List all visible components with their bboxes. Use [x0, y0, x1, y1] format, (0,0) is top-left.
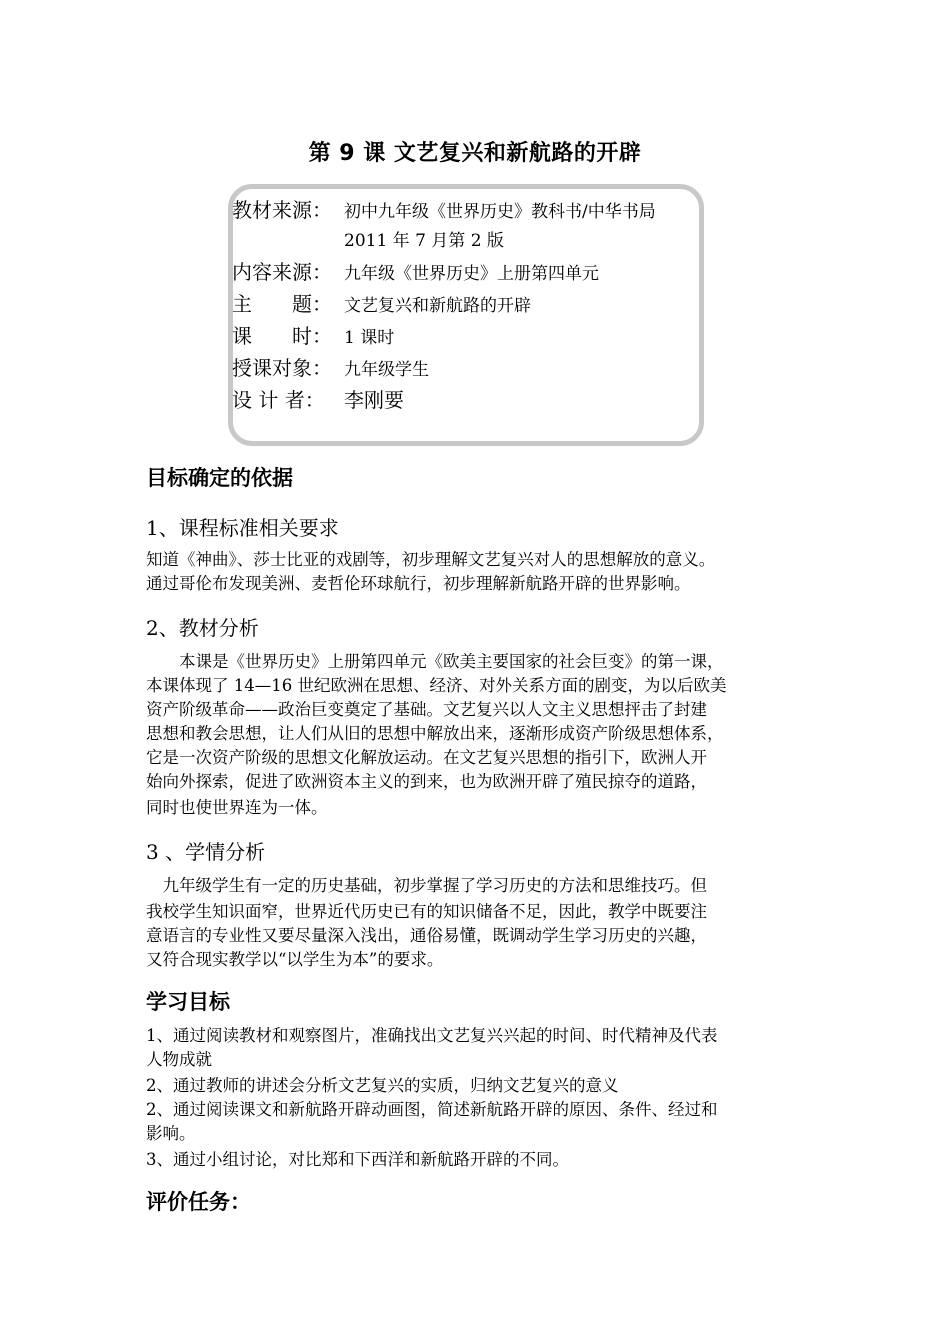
- objective-line: 人物成就: [146, 1050, 212, 1069]
- paragraph-line: 资产阶级革命——政治巨变奠定了基础。文艺复兴以人文主义思想抨击了封建: [146, 700, 707, 719]
- subheading-textbook-analysis: 2、教材分析: [146, 616, 259, 640]
- paragraph-line: 九年级学生有一定的历史基础，初步掌握了学习历史的方法和思维技巧。但: [146, 876, 707, 895]
- info-row-audience: [232, 354, 429, 382]
- info-value: 1 课时: [344, 328, 395, 348]
- subheading-curriculum-standard: 1、课程标准相关要求: [146, 516, 339, 540]
- info-value: 2011 年 7 月第 2 版: [344, 231, 504, 251]
- page-title: 第 9 课 文艺复兴和新航路的开辟: [308, 141, 642, 166]
- objective-line: 3、通过小组讨论，对比郑和下西洋和新航路开辟的不同。: [146, 1150, 569, 1169]
- info-row-designer: [232, 386, 404, 414]
- paragraph-line: 意语言的专业性又要尽量深入浅出，通俗易懂，既调动学生学习历史的兴趣，: [146, 926, 707, 945]
- paragraph-line: 思想和教会思想，让人们从旧的思想中解放出来，逐渐形成资产阶级思想体系，: [146, 724, 724, 743]
- objective-line: 2、通过阅读课文和新航路开辟动画图，简述新航路开辟的原因、条件、经过和: [146, 1100, 718, 1119]
- paragraph-line: 又符合现实教学以“以学生为本”的要求。: [146, 950, 444, 969]
- objective-line: 影响。: [146, 1124, 196, 1143]
- subheading-learner-analysis: 3 、学情分析: [146, 840, 266, 864]
- info-row-textbook-source: [232, 196, 656, 224]
- info-value: 九年级学生: [344, 360, 429, 380]
- info-value: 九年级《世界历史》上册第四单元: [344, 264, 599, 284]
- paragraph-line: 知道《神曲》、莎士比亚的戏剧等，初步理解文艺复兴对人的思想解放的意义。: [146, 550, 716, 569]
- objective-line: 1、通过阅读教材和观察图片，准确找出文艺复兴兴起的时间、时代精神及代表: [146, 1026, 718, 1045]
- info-row-edition: [232, 227, 504, 255]
- paragraph-line: 我校学生知识面窄，世界近代历史已有的知识储备不足，因此，教学中既要注: [146, 902, 707, 921]
- section-heading-evaluation: 评价任务：: [146, 1190, 251, 1214]
- paragraph-line: 通过哥伦布发现美洲、麦哲伦环球航行，初步理解新航路开辟的世界影响。: [146, 574, 691, 593]
- info-label: 授课对象：: [232, 356, 332, 380]
- paragraph-line: 本课是《世界历史》上册第四单元《欧美主要国家的社会巨变》的第一课，: [146, 652, 724, 671]
- paragraph-line: 始向外探索，促进了欧洲资本主义的到来，也为欧洲开辟了殖民掠夺的道路，: [146, 772, 707, 791]
- paragraph-line: 同时也使世界连为一体。: [146, 798, 328, 817]
- paragraph-line: 本课体现了 14—16 世纪欧洲在思想、经济、对外关系方面的剧变，为以后欧美: [146, 676, 727, 695]
- info-label: 主 题：: [232, 292, 332, 316]
- section-heading-basis: 目标确定的依据: [146, 466, 293, 490]
- info-value: 李刚要: [344, 388, 404, 412]
- info-label: 课 时：: [232, 324, 332, 348]
- info-row-periods: [232, 322, 394, 350]
- section-heading-objectives: 学习目标: [146, 990, 230, 1014]
- info-value: 文艺复兴和新航路的开辟: [344, 296, 531, 316]
- info-label: 教材来源：: [232, 198, 332, 222]
- info-row-content-source: [232, 258, 599, 286]
- info-value: 初中九年级《世界历史》教科书/中华书局: [344, 202, 656, 222]
- info-label: 设 计 者：: [232, 388, 325, 412]
- objective-line: 2、通过教师的讲述会分析文艺复兴的实质，归纳文艺复兴的意义: [146, 1076, 619, 1095]
- paragraph-line: 它是一次资产阶级的思想文化解放运动。在文艺复兴思想的指引下，欧洲人开: [146, 748, 707, 767]
- info-row-topic: [232, 290, 531, 318]
- info-label: 内容来源：: [232, 260, 332, 284]
